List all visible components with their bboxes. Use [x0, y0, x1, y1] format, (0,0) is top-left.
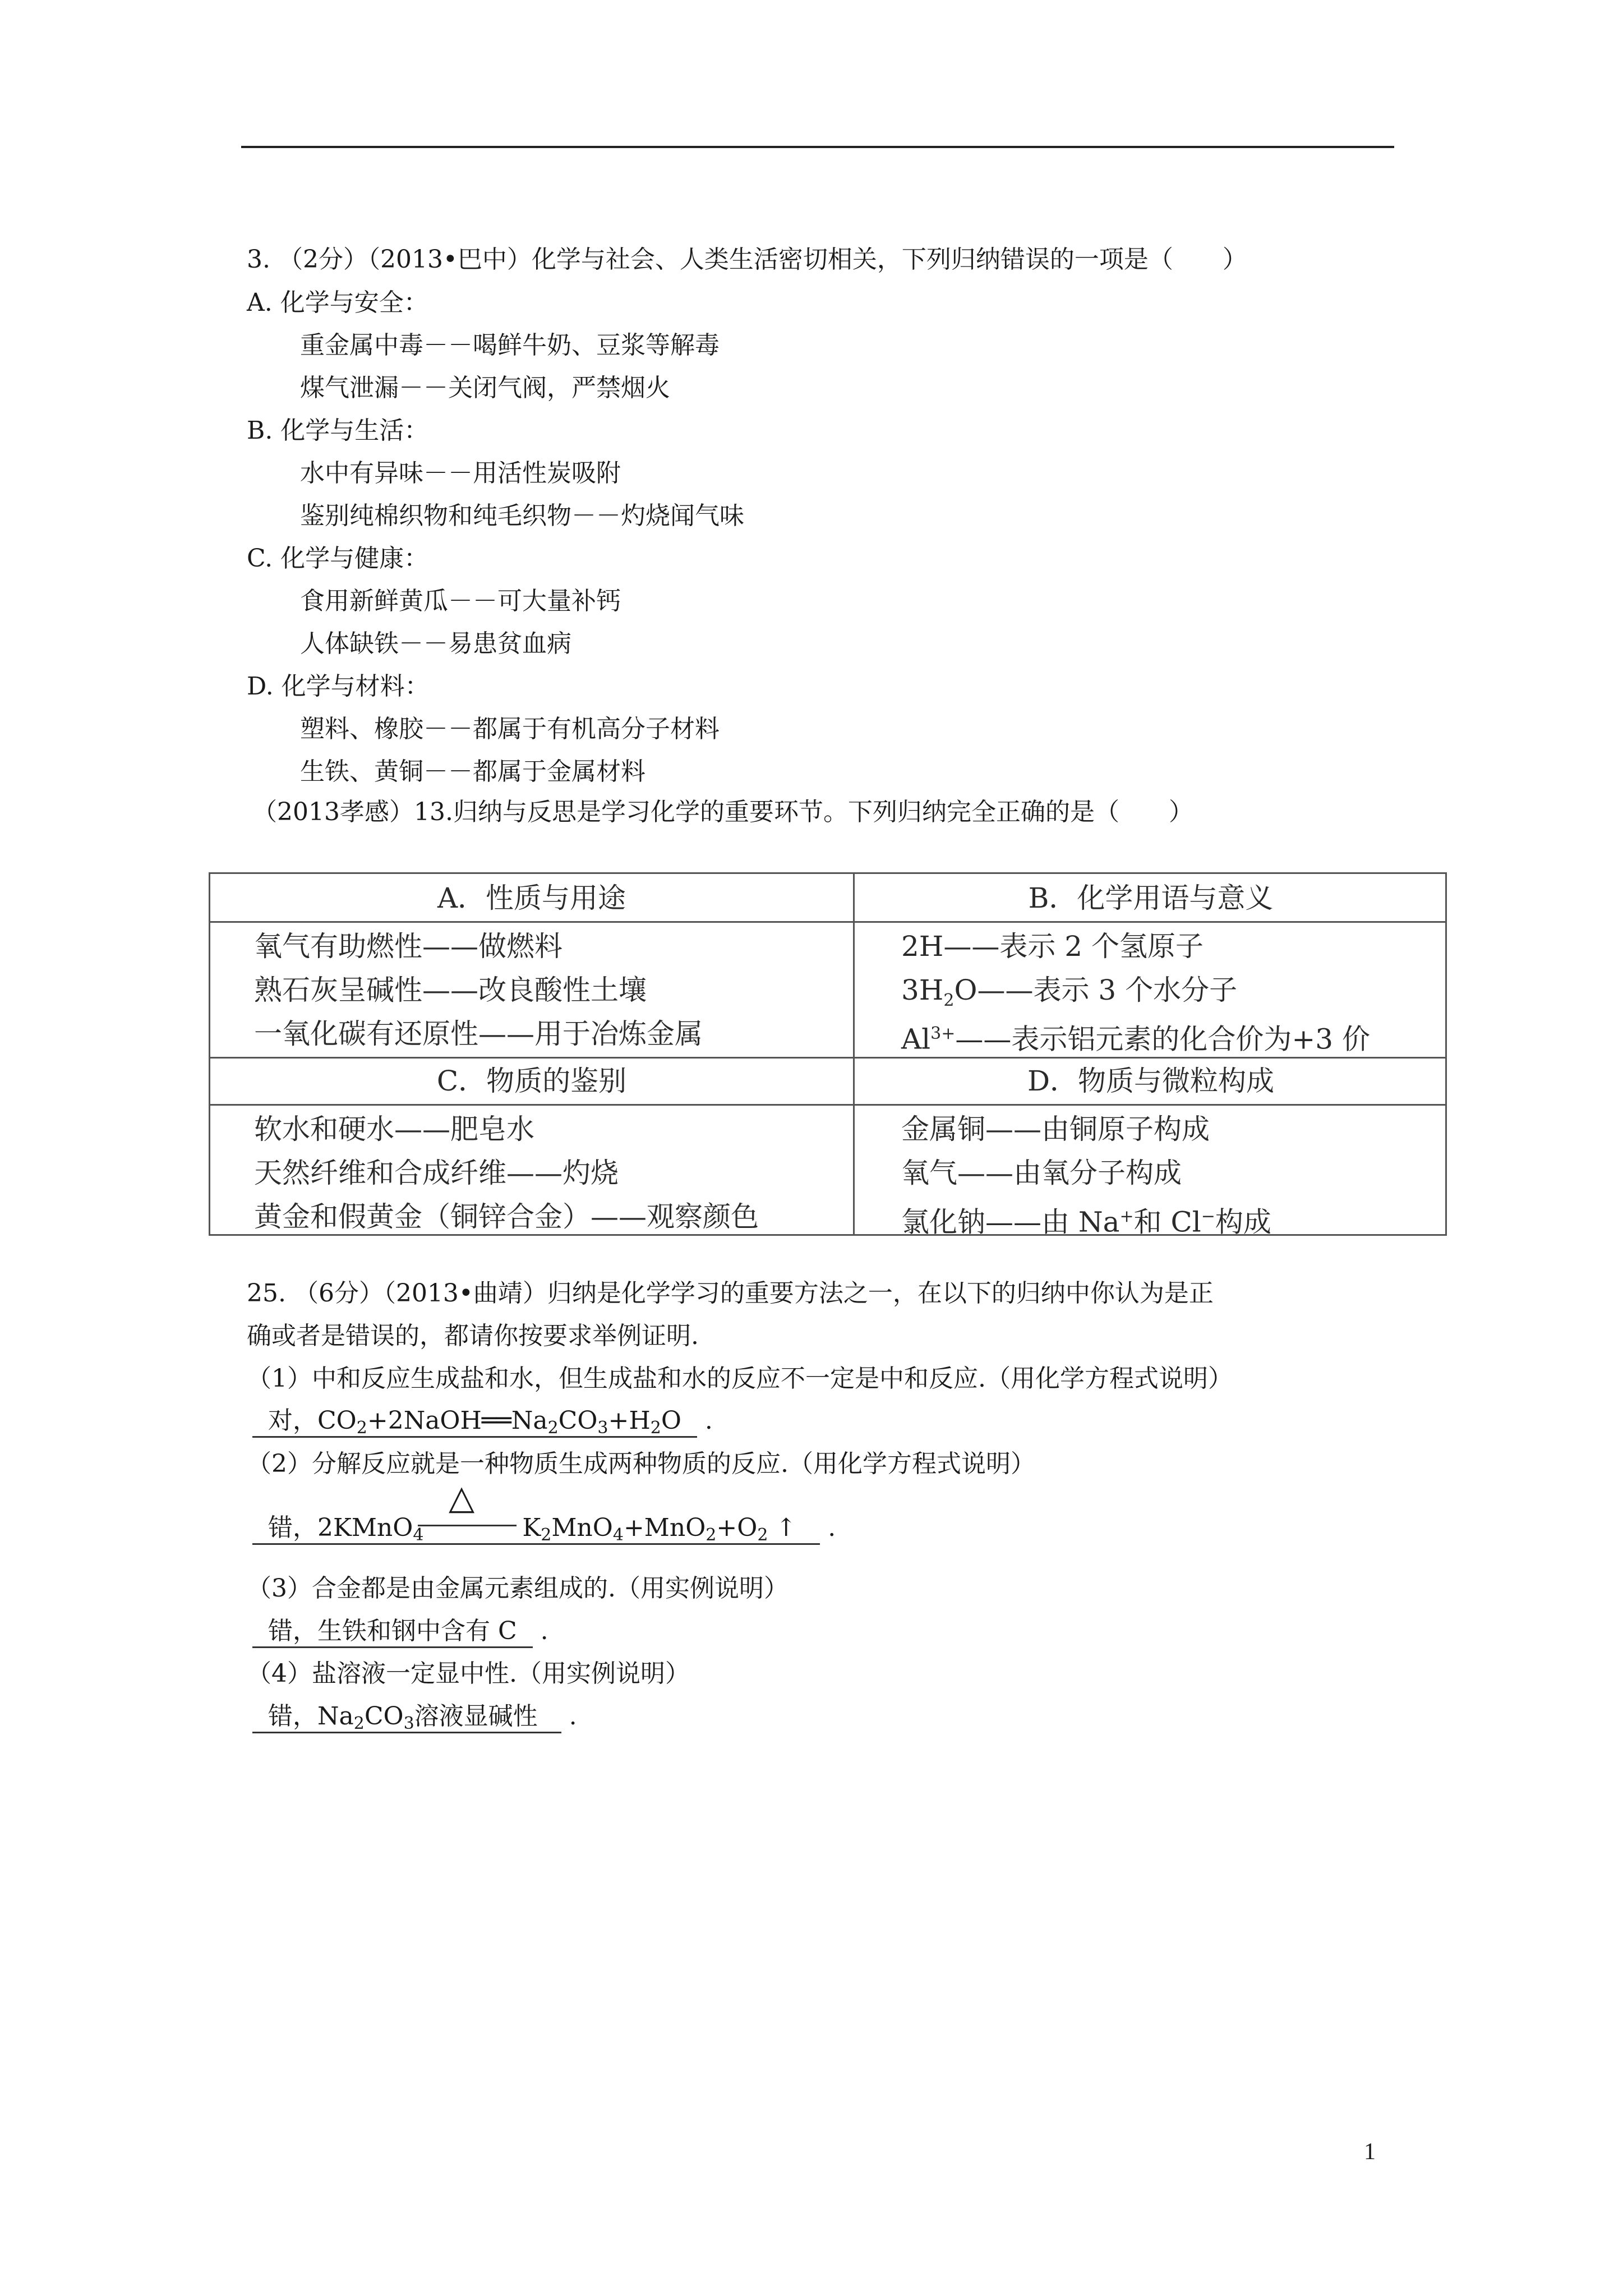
q3-option-a: A. 化学与安全： [247, 288, 428, 317]
q25-answer-3: 错，生铁和钢中含有 C . [252, 1616, 548, 1647]
q25-answer-1: 对，$CO_2+2NaOH══Na_2CO_3+H_2O$ . [252, 1405, 713, 1444]
header-rule [241, 146, 1394, 148]
q25-stem: 确或者是错误的，都请你按要求举例证明. [247, 1322, 699, 1350]
cell-b-item: $Al^{3+}——$表示铝元素的化合价为+3 价 [901, 1023, 1370, 1056]
cell-d-head: D．物质与微粒构成 [1027, 1065, 1275, 1097]
q13-stem: （2013孝感）13.归纳与反思是学习化学的重要环节。下列归纳完全正确的是（ ） [252, 798, 1193, 826]
table-divider [853, 874, 855, 1234]
q25-part-4: （4）盐溶液一定显中性.（用实例说明） [247, 1659, 690, 1688]
q3-option-d: D. 化学与材料： [247, 672, 430, 701]
cell-b-item: $3H_2O——$表示 3 个水分子 [901, 974, 1238, 1010]
table-divider [210, 1104, 1445, 1106]
cell-c-item: 天然纤维和合成纤维——灼烧 [254, 1157, 619, 1189]
page-number: 1 [1364, 2139, 1376, 2165]
q25-stem: 25. （6分）（2013•曲靖）归纳是化学学习的重要方法之一，在以下的归纳中你认为是正 [247, 1279, 1214, 1308]
q3-option-d-item: 生铁、黄铜－－都属于金属材料 [300, 757, 645, 786]
cell-d-item: 金属铜——由铜原子构成 [901, 1113, 1210, 1145]
q3-option-d-item: 塑料、橡胶－－都属于有机高分子材料 [300, 715, 720, 743]
cell-d-item: 氯化钠——由 Na+和 Cl−构成 [901, 1205, 1271, 1239]
q25-answer-2: 错，2KMnO$_4$ $K_2MnO_4+MnO_2+O_2$ ↑ . [252, 1512, 836, 1551]
q3-option-a-item: 煤气泄漏－－关闭气阀，严禁烟火 [300, 374, 670, 402]
q25-part-2: （2）分解反应就是一种物质生成两种物质的反应.（用化学方程式说明） [247, 1450, 1035, 1478]
q3-option-c-item: 食用新鲜黄瓜－－可大量补钙 [300, 587, 621, 615]
cell-a-item: 一氧化碳有还原性——用于冶炼金属 [254, 1018, 703, 1050]
q25-part-1: （1）中和反应生成盐和水，但生成盐和水的反应不一定是中和反应.（用化学方程式说明） [247, 1364, 1233, 1393]
q3-option-c: C. 化学与健康： [247, 544, 429, 573]
cell-a-item: 氧气有助燃性——做燃料 [254, 930, 562, 963]
cell-b-head: B．化学用语与意义 [1028, 882, 1274, 914]
cell-b-item: 2H——表示 2 个氢原子 [901, 930, 1204, 963]
q3-option-c-item: 人体缺铁－－易患贫血病 [300, 629, 571, 658]
q3-option-a-item: 重金属中毒－－喝鲜牛奶、豆浆等解毒 [300, 331, 720, 360]
table-divider [210, 921, 1445, 923]
q3-stem: 3. （2分）（2013•巴中）化学与社会、人类生活密切相关，下列归纳错误的一项是（ ） [247, 245, 1247, 274]
heating-symbol: △ [449, 1478, 475, 1517]
cell-c-item: 软水和硬水——肥皂水 [254, 1113, 534, 1145]
cell-c-head: C．物质的鉴别 [436, 1065, 627, 1097]
cell-c-item: 黄金和假黄金（铜锌合金）——观察颜色 [254, 1200, 759, 1233]
q13-table [209, 872, 1447, 1239]
q25-answer-4: 错，$Na_2CO_3$溶液显碱性 . [252, 1701, 577, 1740]
q3-option-b: B. 化学与生活： [247, 416, 429, 445]
q3-option-b-item: 鉴别纯棉织物和纯毛织物－－灼烧闻气味 [300, 501, 744, 530]
cell-a-head: A．性质与用途 [437, 882, 626, 914]
q25-part-3: （3）合金都是由金属元素组成的.（用实例说明） [247, 1574, 789, 1603]
cell-d-item: 氧气——由氧分子构成 [901, 1157, 1182, 1189]
q3-option-b-item: 水中有异味－－用活性炭吸附 [300, 459, 621, 487]
cell-a-item: 熟石灰呈碱性——改良酸性土壤 [254, 974, 647, 1006]
